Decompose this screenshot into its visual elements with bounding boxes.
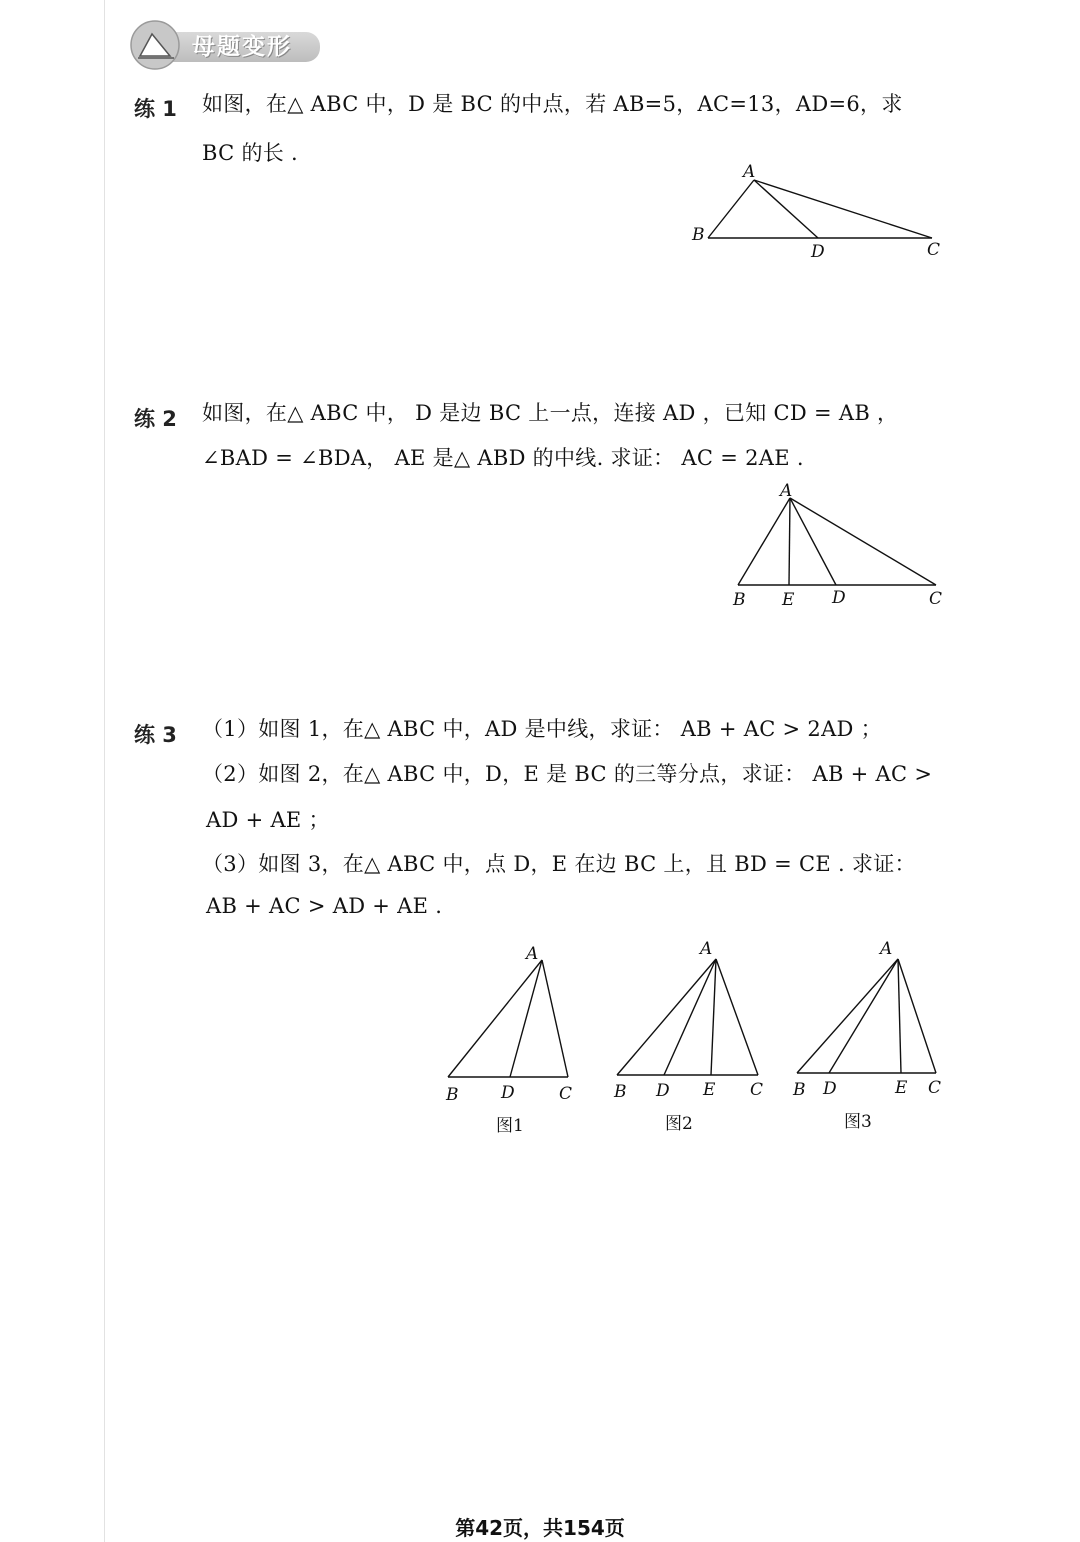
section-banner: [130, 20, 325, 70]
segment-ac: [716, 959, 758, 1075]
problem-1-line-2: BC 的长 .: [202, 141, 299, 165]
point-c-label: C: [927, 240, 941, 260]
problem-2-line-2: ∠BAD = ∠BDA， AE 是△ ABD 的中线. 求证： AC = 2AE .: [202, 446, 804, 470]
problem-1-line-1: 如图，在△ ABC 中，D 是 BC 的中点，若 AB=5，AC=13，AD=6，求: [202, 92, 903, 116]
segment-ad: [754, 180, 818, 238]
point-c-label: C: [929, 589, 943, 609]
segment-ae: [711, 959, 716, 1075]
segment-ad: [829, 959, 898, 1073]
point-a-label: A: [780, 481, 793, 501]
segment-ad: [510, 960, 542, 1077]
segment-ab: [448, 960, 542, 1077]
figure-2-caption: 图2: [665, 1114, 693, 1134]
point-e-label: E: [703, 1080, 716, 1100]
figure-3-caption: 图3: [844, 1112, 872, 1132]
problem-3-figure-3: [785, 935, 955, 1105]
problem-3-line-2: （2）如图 2，在△ ABC 中，D，E 是 BC 的三等分点，求证： AB + AC >: [202, 762, 933, 786]
point-d-label: D: [832, 588, 846, 608]
problem-2-figure: [720, 478, 960, 618]
segment-ac: [754, 180, 932, 238]
segment-ae: [898, 959, 901, 1073]
problem-1-label: 练 1: [134, 97, 177, 121]
point-d-label: D: [823, 1079, 837, 1099]
point-b-label: B: [446, 1085, 459, 1105]
problem-3-line-4: （3）如图 3，在△ ABC 中，点 D，E 在边 BC 上，且 BD = CE . 求证：: [202, 852, 916, 876]
segment-ab: [617, 959, 716, 1075]
problem-3-figure-1: [435, 940, 595, 1110]
point-d-label: D: [656, 1081, 670, 1101]
segment-ab: [738, 498, 790, 585]
point-d-label: D: [501, 1083, 515, 1103]
triangle-ruler-icon: [130, 20, 180, 70]
point-b-label: B: [614, 1082, 627, 1102]
problem-2-label: 练 2: [134, 407, 177, 431]
segment-ac: [542, 960, 568, 1077]
segment-ad: [664, 959, 716, 1075]
page-footer: 第42页，共154页: [455, 1516, 625, 1540]
problem-3-label: 练 3: [134, 723, 177, 747]
point-a-label: A: [526, 944, 539, 964]
point-e-label: E: [895, 1078, 908, 1098]
point-d-label: D: [811, 242, 825, 262]
segment-ae: [789, 498, 790, 585]
point-a-label: A: [700, 939, 713, 959]
point-e-label: E: [782, 590, 795, 610]
problem-1-figure: [680, 160, 960, 270]
page-gutter-line: [104, 0, 105, 1542]
segment-ab: [708, 180, 754, 238]
point-b-label: B: [692, 225, 705, 245]
point-a-label: A: [880, 939, 893, 959]
point-c-label: C: [750, 1080, 764, 1100]
banner-title: 母题变形: [192, 34, 292, 60]
segment-ab: [797, 959, 898, 1073]
point-b-label: B: [733, 590, 746, 610]
problem-3-line-1: （1）如图 1，在△ ABC 中，AD 是中线，求证： AB + AC > 2AD ；: [202, 717, 882, 741]
problem-3-line-5: AB + AC > AD + AE .: [206, 894, 443, 918]
problem-2-line-1: 如图，在△ ABC 中， D 是边 BC 上一点，连接 AD ，已知 CD = AB ，: [202, 401, 899, 425]
point-b-label: B: [793, 1080, 806, 1100]
point-a-label: A: [743, 162, 756, 182]
figure-1-caption: 图1: [496, 1116, 524, 1136]
point-c-label: C: [559, 1084, 573, 1104]
point-c-label: C: [928, 1078, 942, 1098]
segment-ac: [790, 498, 936, 585]
problem-3-line-3: AD + AE ；: [206, 808, 330, 832]
segment-ac: [898, 959, 936, 1073]
problem-3-figure-2: [605, 935, 775, 1105]
